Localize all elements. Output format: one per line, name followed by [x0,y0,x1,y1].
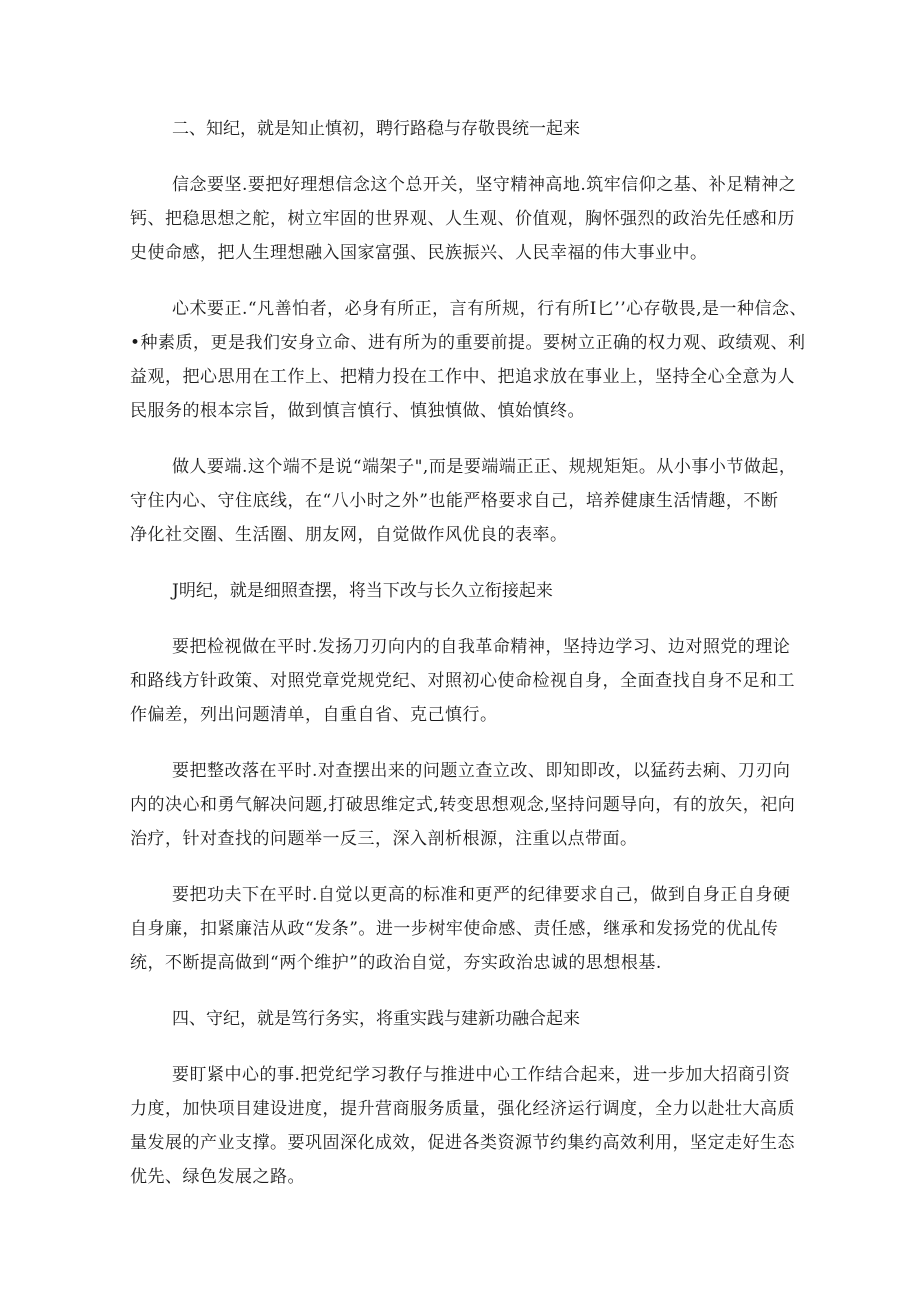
section-heading: 二、知纪，就是知止慎初，聘行路稳与存敬畏统一起来 [172,119,580,139]
text-line: 量发展的产业支撑。要巩固深化成效，促进各类资源节约集约高效利用，坚定走好生态 [130,1133,795,1153]
paragraph [130,168,796,270]
text-line: 要把检视做在平时.发扬刀刃向内的自我革命精神，坚持边学习、边对照党的理论 [172,637,791,657]
text-line: 要盯紧中心的事.把党纪学习教仔与推进中心工作结合起来，进一步加大招商引资 [172,1065,791,1085]
text-line: 守住内心、守住底线，在“八小时之外”也能严格要求自己，培养健康生活情趣，不断 [130,491,779,511]
text-line: 统，不断提高做到“两个维护”的政治自觉，夯实政治忠诚的思想根基. [130,953,662,973]
text-line: 治疗，针对查找的问题举一反三，深入剖析根源，注重以点带面。 [130,829,638,849]
paragraph [130,1058,796,1194]
paragraph [130,754,796,856]
text-line: 益观，把心思用在工作上、把精力投在工作中、把追求放在事业上，坚持全心全意为人 [130,367,795,387]
text-line: 力度，加快项目建设进度，提升营商服务质量，强化经济运行调度，全力以赴壮大高质 [130,1099,795,1119]
text-line: 净化社交圈、生活圈、朋友网，自觉做作风优良的表率。 [130,525,568,545]
text-line: 做人要端.这个端不是说“端架子",而是要端端正正、规规矩矩。从小事小节做起， [172,457,797,477]
text-line: 优先、绿色发展之路。 [130,1167,305,1187]
paragraph [130,292,808,428]
text-line: •种素质，更是我们安身立命、进有所为的重要前提。要树立正确的权力观、政绩观、利 [130,333,806,353]
text-line: 史使命感，把人生理想融入国家富强、民族振兴、人民幸福的伟大事业中。 [130,243,708,263]
paragraph [130,878,796,980]
text-line: 要把功夫下在平时.自觉以更高的标准和更严的纪律要求自己，做到自身正自身硬 [172,885,791,905]
text-line: 作偏差，列出问题清单，自重自省、克己慎行。 [130,705,498,725]
text-line: 民服务的根本宗旨，做到慎言慎行、慎独慎做、慎始慎终。 [130,401,585,421]
paragraph [130,630,796,732]
section-heading: J明纪，就是细照查摆，将当下改与长久立衔接起来 [172,581,553,601]
text-line: 心术要正.“凡善怕者，必身有所正，言有所规，行有所I匕’’心存敬畏,是一种信念、 [172,299,808,319]
text-line: 信念要坚.要把好理想信念这个总开关，坚守精神高地.筑牢信仰之基、补足精神之 [172,175,797,195]
text-line: 钙、把稳思想之舵，树立牢固的世界观、人生观、价值观，胸怀强烈的政治先任感和历 [130,209,795,229]
text-line: 内的决心和勇气解决问题,打破思维定式,转变思想观念,坚持问题导向，有的放矢，祀向 [130,795,796,815]
paragraph [130,450,796,552]
section-heading: 四、守纪，就是笃行务实，将重实践与建新功融合起来 [172,1009,580,1029]
text-line: 自身廉，扣紧廉洁从政“发条”。进一步树牢使命感、责任感，继承和发扬党的优乩传 [130,919,779,939]
text-line: 要把整改落在平时.对查摆出来的问题立查立改、即知即改，以猛药去痢、刀刃向 [172,761,791,781]
text-line: 和路线方针政策、对照党章党规党纪、对照初心使命检视自身，全面查找自身不足和工 [130,671,795,691]
document-body [130,112,808,1216]
